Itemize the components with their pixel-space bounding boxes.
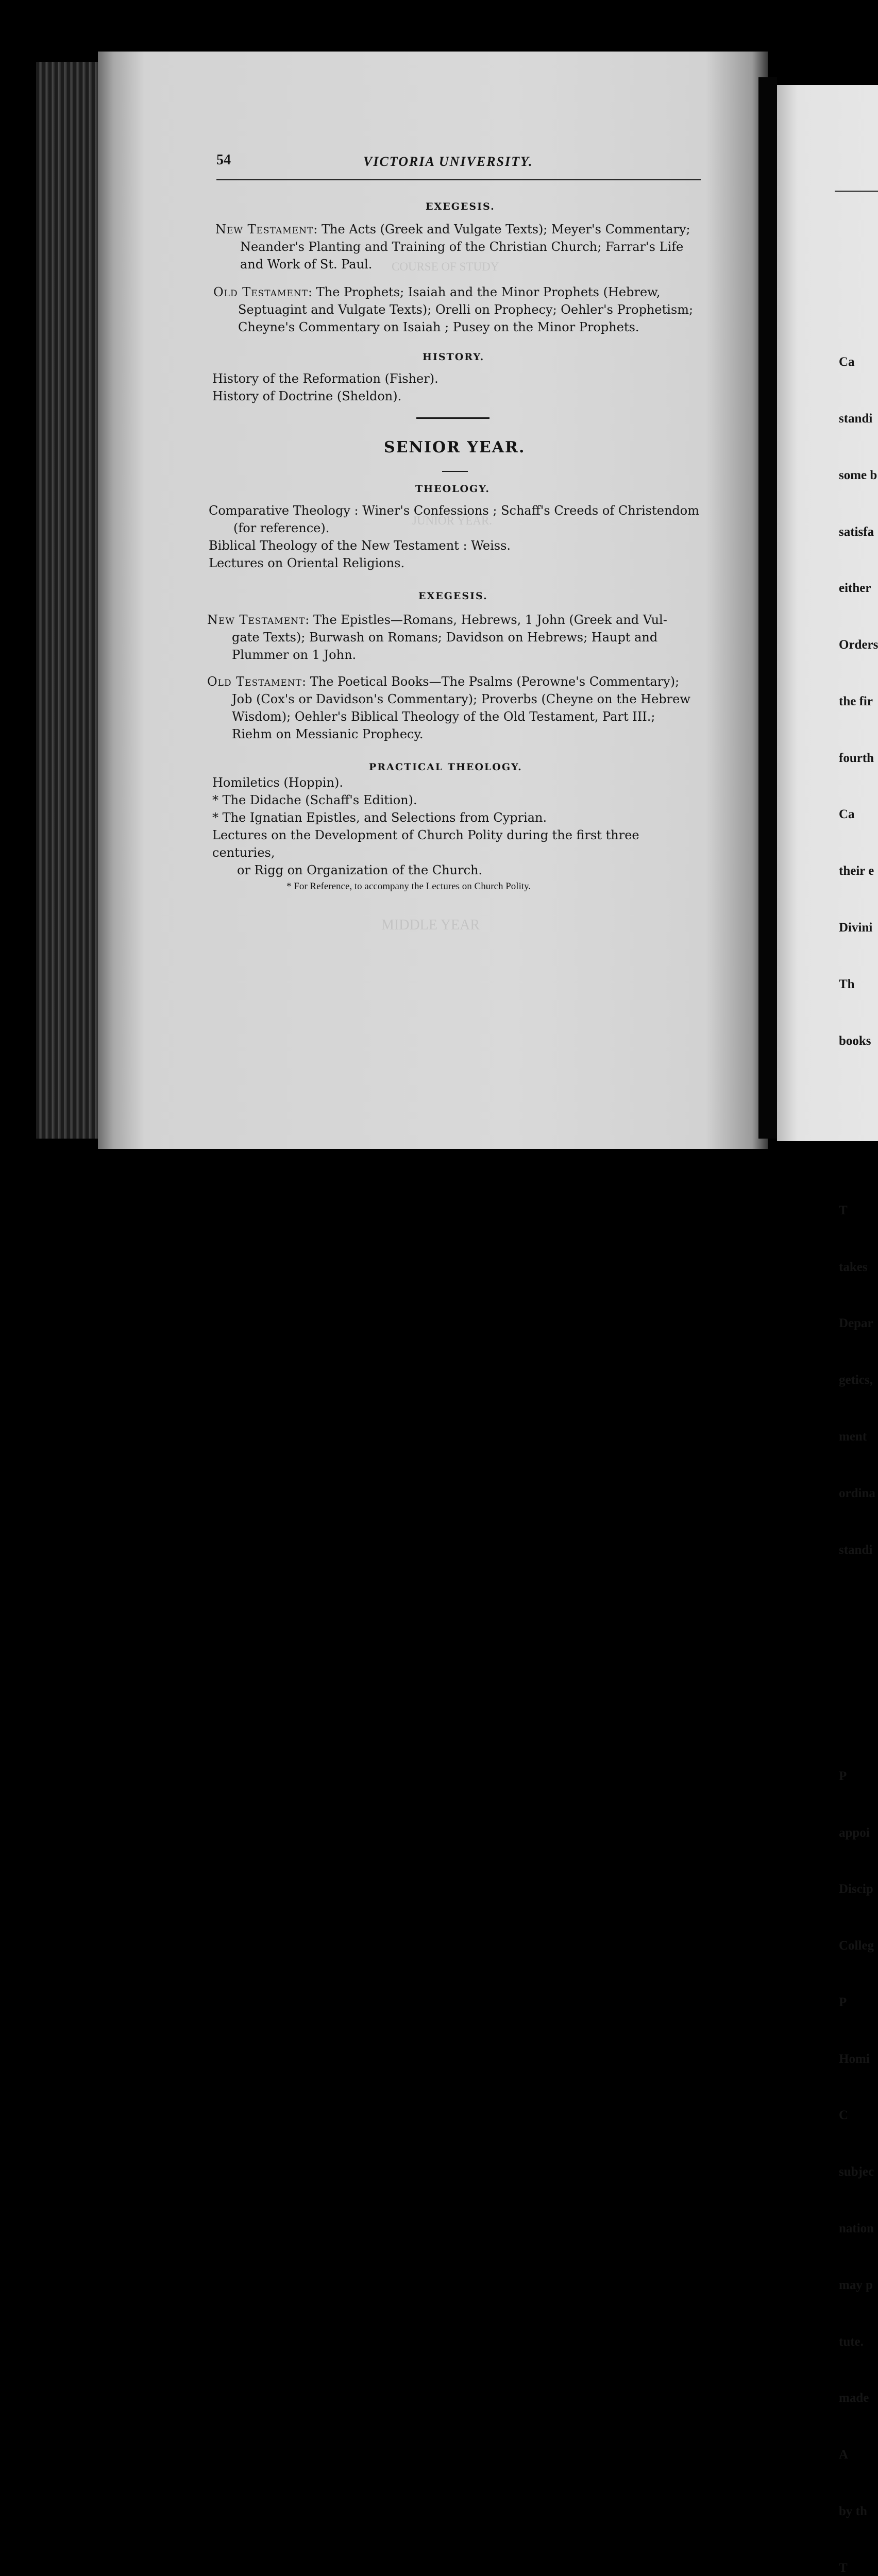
cropped-line: books [839,1033,871,1048]
list-item: Homiletics (Hoppin). [212,775,343,790]
list-item: or Rigg on Organization of the Church. [237,863,483,877]
entry-line: : The Acts (Greek and Vulgate Texts); Meyer's Commentary; [313,222,690,236]
list-item: Biblical Theology of the New Testament : Weiss. [209,538,511,553]
history-list [212,370,676,405]
entry-line: : The Poetical Books—The Psalms (Perowne's Commentary); [302,674,680,689]
header-rule [216,179,701,180]
cropped-line: Homi [839,2052,870,2066]
year-title: SENIOR YEAR. [384,438,526,456]
list-item: * The Ignatian Epistles, and Selections from Cyprian. [212,810,547,825]
cropped-line: may p [839,2278,873,2292]
new-testament-entry-2 [207,611,697,664]
entry-line: Neander's Planting and Training of the Christian Church; Farrar's Life [240,240,684,254]
cropped-line: Th [839,977,855,991]
cropped-line: some b [839,468,877,482]
entry-lead: Old Testament [207,674,302,689]
bleed-through-text: COURSE OF STUDY [392,260,499,273]
running-title: VICTORIA UNIVERSITY. [363,154,533,169]
cropped-line: Colleg [839,1939,874,1953]
cropped-line: Orders [839,638,878,652]
entry-line: Plummer on 1 John. [232,648,357,662]
cropped-line: getics, [839,1373,873,1387]
cropped-line: appoi [839,1825,870,1840]
bleed-through-text: JUNIOR YEAR. [412,514,493,527]
cropped-line: T [839,1203,848,1217]
cropped-line: Divini [839,921,873,935]
cropped-line: satisfa [839,524,874,539]
theology-list [209,502,703,572]
cropped-line [839,1597,878,1616]
entry-lead: Old Testament [213,285,309,299]
entry-lead: New Testament [215,222,314,236]
cropped-line [839,1088,878,1107]
cropped-line: Ca [839,355,855,369]
bleed-through-text: MIDDLE YEAR [381,917,480,933]
list-item: History of the Reformation (Fisher). [212,371,438,386]
cropped-line: their e [839,864,874,878]
entry-line: Cheyne's Commentary on Isaiah ; Pusey on the Minor Prophets. [238,320,639,334]
section-heading-theology: THEOLOGY. [415,483,490,495]
cropped-line: made [839,2391,869,2405]
cropped-line: takes [839,1260,868,1274]
section-heading-history: HISTORY. [423,351,485,363]
cropped-line [839,1710,878,1730]
page-header [216,152,701,178]
cropped-line: tute. [839,2334,864,2349]
cropped-line: nation [839,2221,874,2235]
entry-line: and Work of St. Paul. [240,257,373,272]
entry-lead: New Testament [207,613,306,627]
page-number: 54 [216,152,231,168]
list-item: (for reference). [233,521,330,535]
cropped-line: Depar [839,1316,873,1331]
cropped-line: C [839,2108,849,2123]
old-testament-entry-1 [213,283,700,336]
cropped-line [839,1654,878,1673]
right-page-cropped-text [839,315,878,2576]
section-heading-exegesis: EXEGESIS. [426,201,495,212]
list-item: Lectures on the Development of Church Polity during the first three centuries, [212,828,639,860]
cropped-line: ordina [839,1486,875,1500]
cropped-line: fourth [839,751,874,765]
entry-line: : The Prophets; Isaiah and the Minor Prophets (Hebrew, [308,285,661,299]
cropped-line: either [839,581,871,596]
cropped-line: standi [839,411,873,426]
book-gutter [758,77,777,1139]
entry-line: Septuagint and Vulgate Texts); Orelli on Prophecy; Oehler's Prophetism; [238,302,694,317]
list-item: History of Doctrine (Sheldon). [212,389,402,403]
practical-theology-list [212,774,702,879]
cropped-line: P [839,1995,847,2009]
entry-line: Wisdom); Oehler's Biblical Theology of the Old Testament, Part III.; [232,709,655,724]
cropped-line: Ca [839,807,855,822]
cropped-line: by th [839,2504,867,2518]
cropped-line [839,1145,878,1164]
cropped-line: ment [839,1430,867,1444]
section-divider [442,471,468,472]
cropped-line: subjec [839,2165,874,2179]
section-heading-practical-theology: PRACTICAL THEOLOGY. [369,761,522,773]
entry-line: Job (Cox's or Davidson's Commentary); Proverbs (Cheyne on the Hebrew [232,692,690,706]
cropped-line: the fir [839,694,873,708]
list-item: Comparative Theology : Winer's Confessions ; Schaff's Creeds of Christendom [209,503,699,518]
cropped-line: Discip [839,1882,873,1896]
list-item: * The Didache (Schaff's Edition). [212,793,417,807]
right-page-header-rule [835,191,878,192]
section-heading-exegesis: EXEGESIS. [418,590,488,602]
new-testament-entry-1 [215,221,700,273]
cropped-line: standi [839,1543,873,1557]
cropped-line: T [839,2561,848,2575]
old-testament-entry-2 [207,673,697,743]
list-item: Lectures on Oriental Religions. [209,556,405,570]
cropped-line: P [839,1769,847,1783]
entry-line: : The Epistles—Romans, Hebrews, 1 John (Greek and Vul- [305,613,667,627]
section-divider [416,417,489,419]
footnote: * For Reference, to accompany the Lectures on Church Polity. [286,881,531,892]
cropped-line: A [839,2448,849,2462]
entry-line: Riehm on Messianic Prophecy. [232,727,424,741]
entry-line: gate Texts); Burwash on Romans; Davidson on Hebrews; Haupt and [232,630,658,645]
